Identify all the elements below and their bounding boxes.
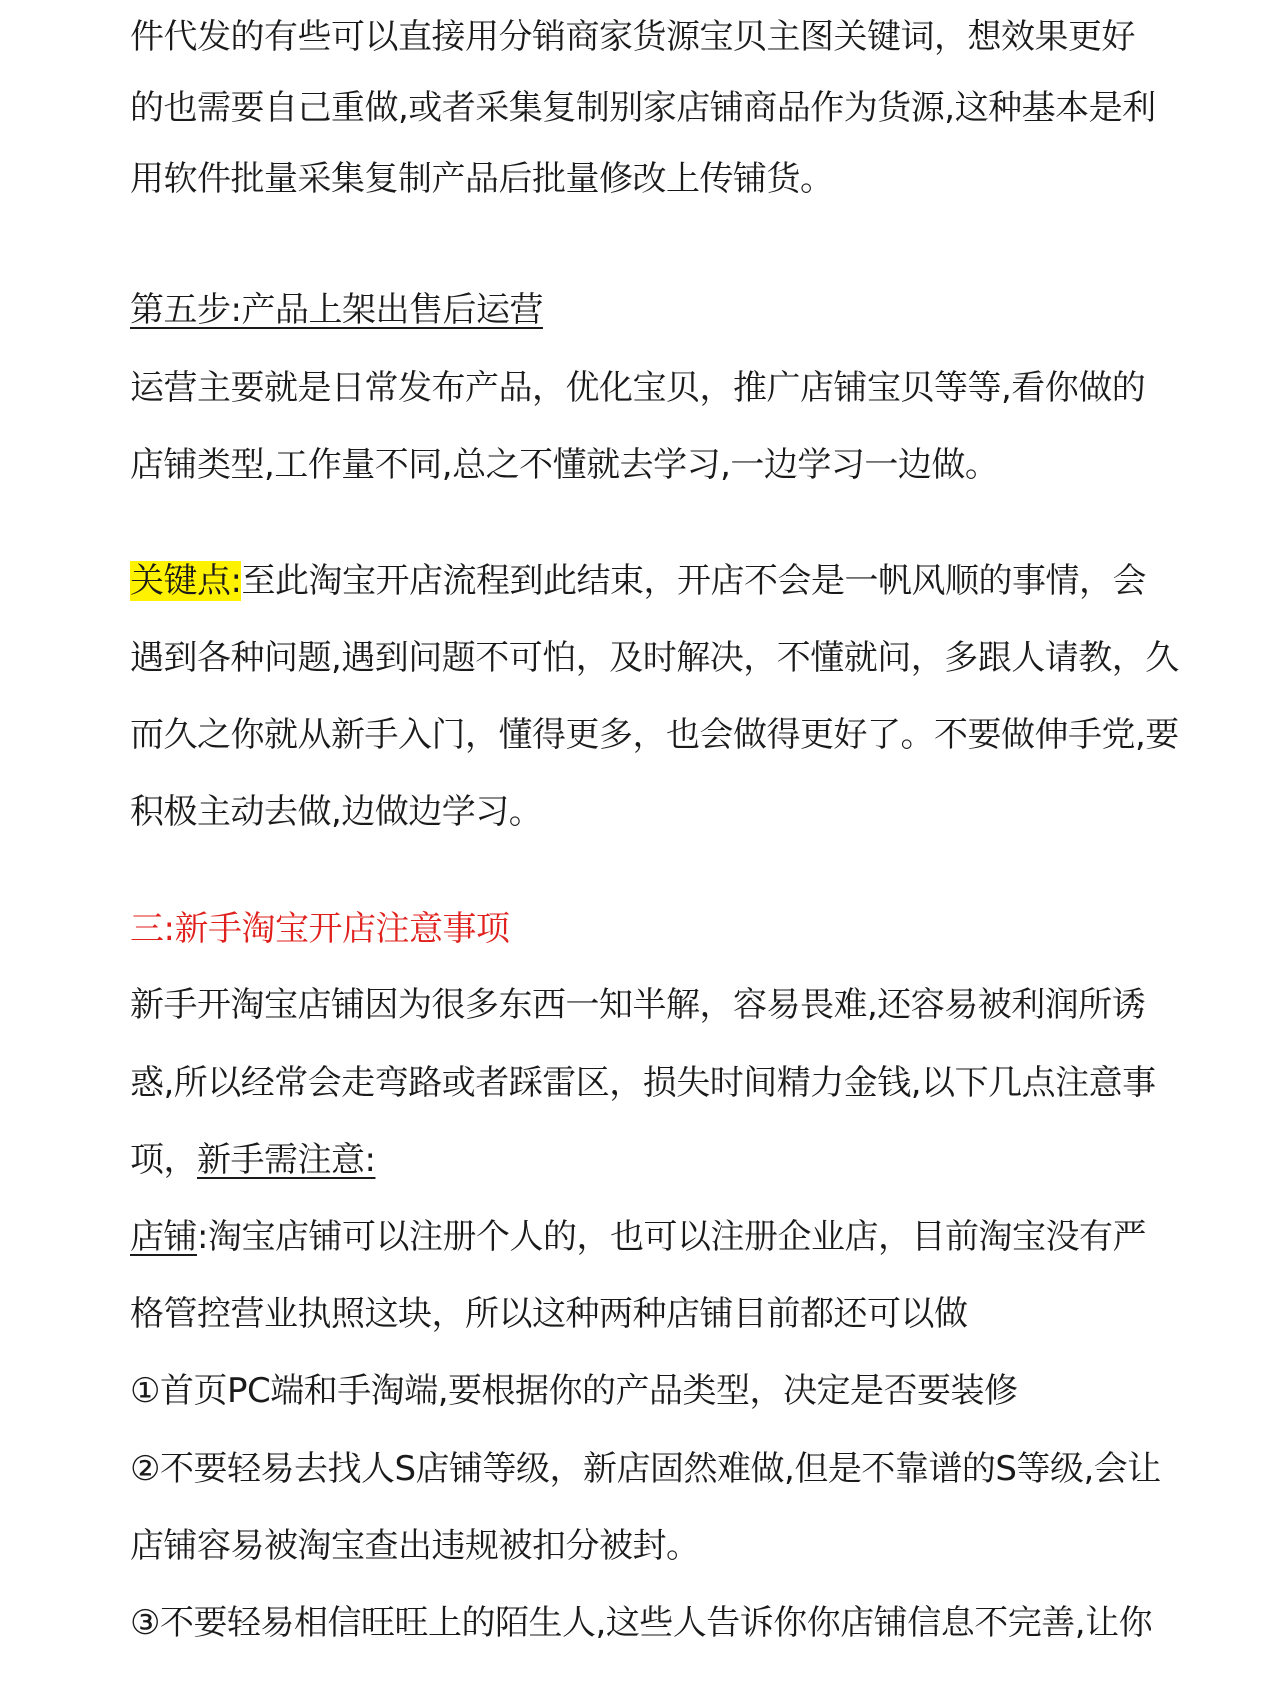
key-point-line1-text: 至此淘宝开店流程到此结束，开店不会是一帆风顺的事情，会 — [241, 561, 1146, 601]
shop-line2: 格管控营业执照这块，所以这种两种店铺目前都还可以做 — [130, 1294, 968, 1334]
key-point-line1 — [130, 561, 1146, 601]
shop-label: 店铺 — [130, 1217, 197, 1257]
newbie-note-heading: 新手需注意: — [197, 1140, 376, 1180]
item2-line1: ②不要轻易去找人S店铺等级，新店固然难做,但是不靠谱的S等级,会让 — [130, 1449, 1161, 1489]
section3-line3 — [130, 1140, 375, 1180]
key-point-line4: 积极主动去做,边做边学习。 — [130, 792, 543, 832]
shop-line1-text: :淘宝店铺可以注册个人的，也可以注册企业店，目前淘宝没有严 — [197, 1217, 1146, 1257]
para1-line2: 的也需要自己重做,或者采集复制别家店铺商品作为货源,这种基本是利 — [130, 88, 1156, 128]
item1: ①首页PC端和手淘端,要根据你的产品类型，决定是否要装修 — [130, 1371, 1018, 1411]
step5-line2: 店铺类型,工作量不同,总之不懂就去学习,一边学习一边做。 — [130, 445, 999, 485]
step5-heading — [130, 290, 543, 330]
section3-line1: 新手开淘宝店铺因为很多东西一知半解，容易畏难,还容易被利润所诱 — [130, 985, 1146, 1025]
step5-line1: 运营主要就是日常发布产品，优化宝贝，推广店铺宝贝等等,看你做的 — [130, 368, 1146, 408]
para1-line1: 件代发的有些可以直接用分销商家货源宝贝主图关键词，想效果更好 — [130, 17, 1135, 57]
item3-line1: ③不要轻易相信旺旺上的陌生人,这些人告诉你你店铺信息不完善,让你 — [130, 1603, 1153, 1643]
key-point-label: 关键点: — [130, 561, 242, 601]
item2-line2: 店铺容易被淘宝查出违规被扣分被封。 — [130, 1526, 700, 1566]
shop-line1 — [130, 1217, 1146, 1257]
section3-heading: 三:新手淘宝开店注意事项 — [130, 909, 510, 949]
key-point-line3: 而久之你就从新手入门，懂得更多，也会做得更好了。不要做伸手党,要 — [130, 715, 1179, 755]
step5-heading-text: 第五步:产品上架出售后运营 — [130, 290, 543, 330]
key-point-line2: 遇到各种问题,遇到问题不可怕，及时解决，不懂就问，多跟人请教，久 — [130, 638, 1179, 678]
para1-line3: 用软件批量采集复制产品后批量修改上传铺货。 — [130, 159, 834, 199]
section3-line3-prefix: 项， — [130, 1140, 197, 1180]
section3-line2: 惑,所以经常会走弯路或者踩雷区，损失时间精力金钱,以下几点注意事 — [130, 1063, 1156, 1103]
